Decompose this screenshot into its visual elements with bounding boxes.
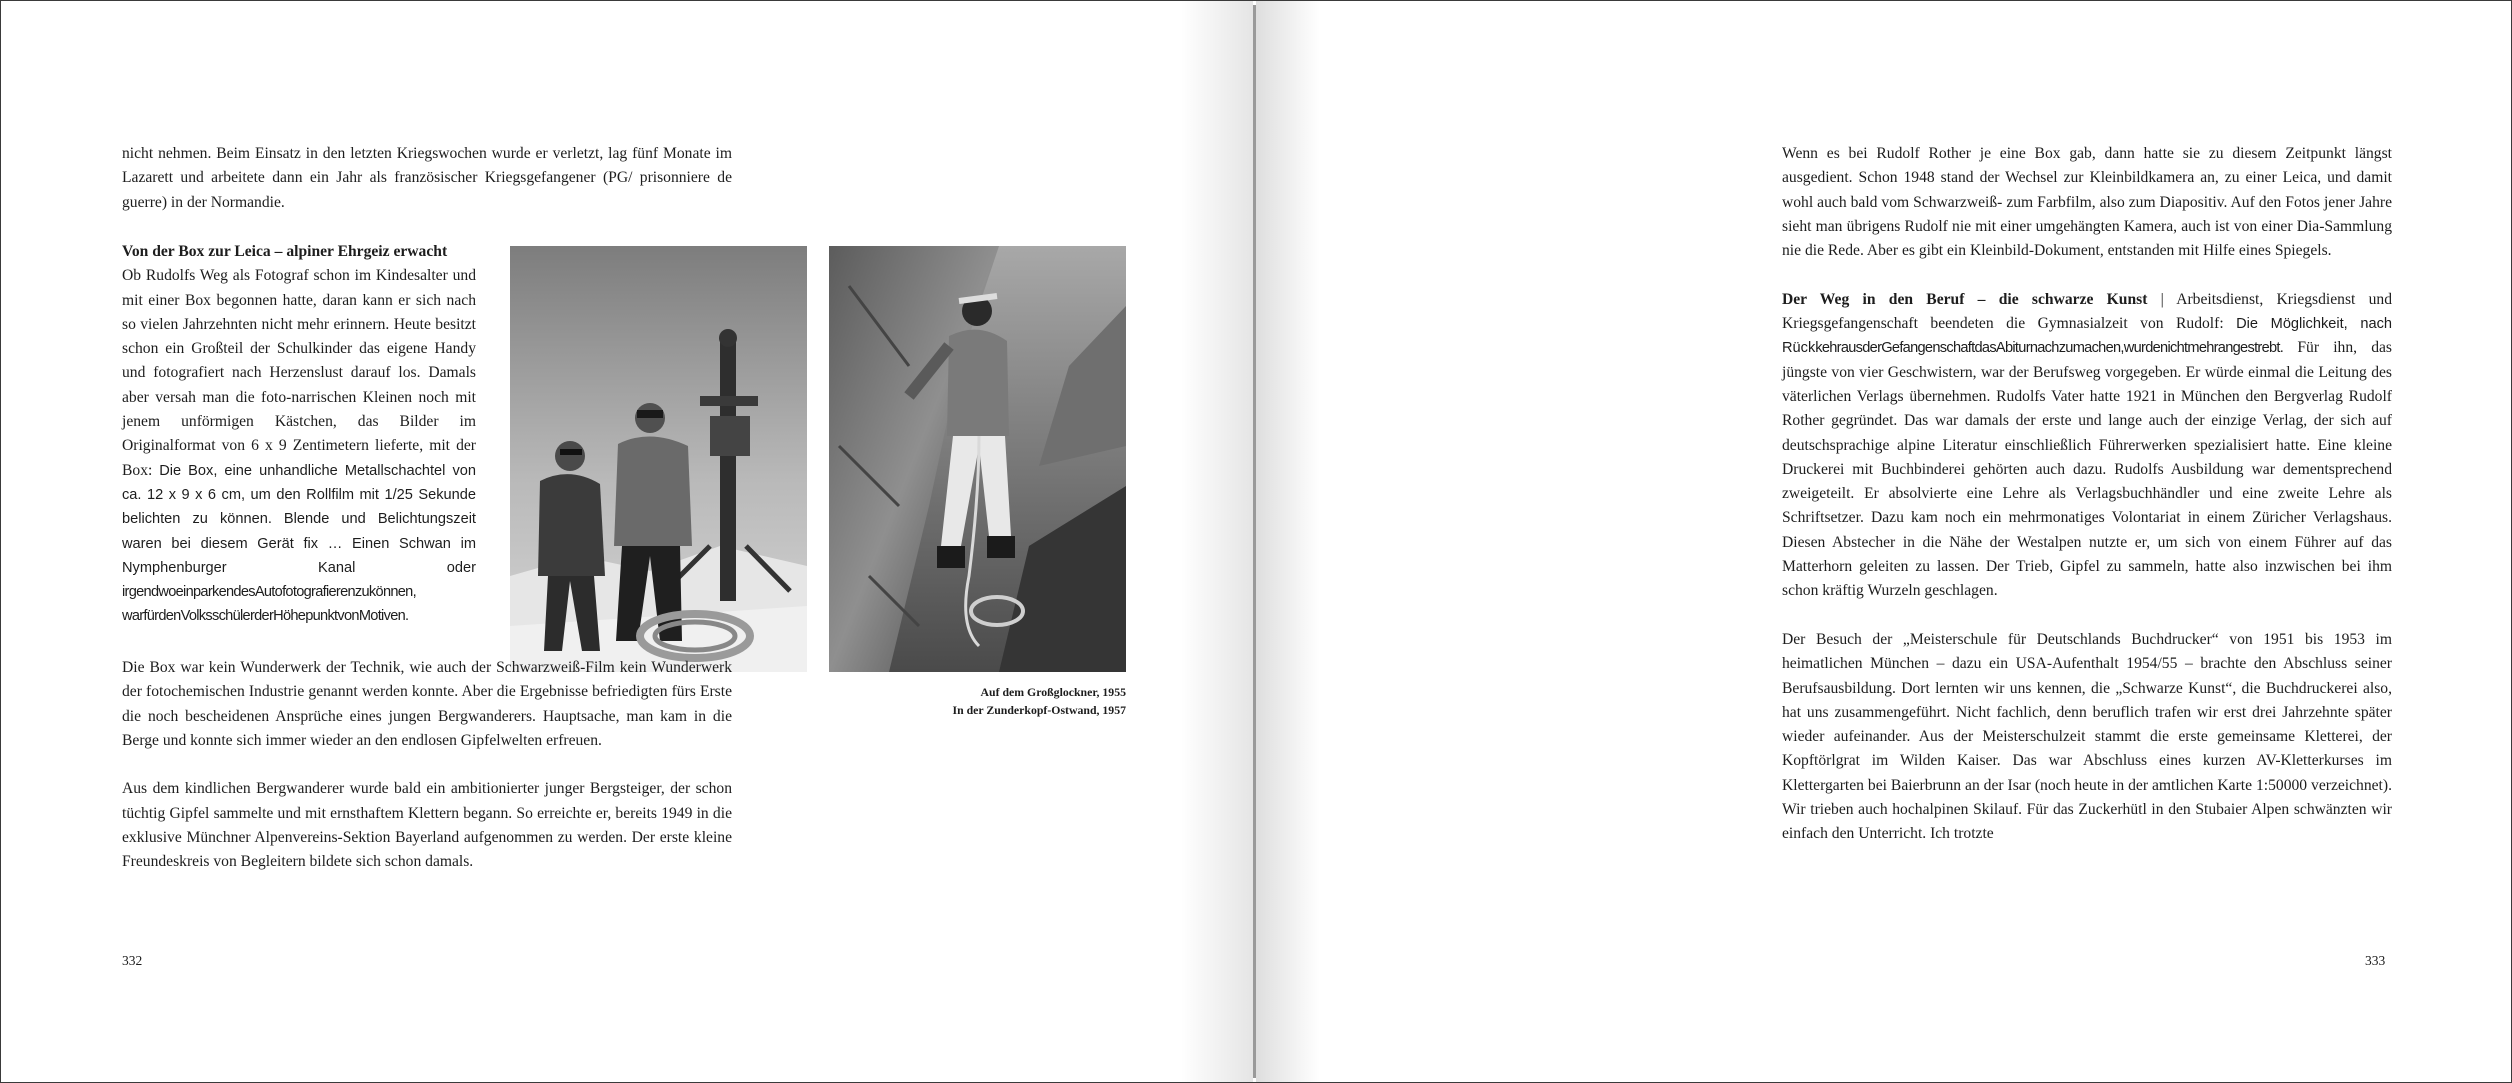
paragraph: Wenn es bei Rudolf Rother je eine Box gab, dann hatte sie zu diesem Zeitpunkt längst ausgedient. Schon 1948 stand der Wechsel zur Kleinbildkamera an, zu einer Leica, und damit wohl auch bald vom Schwarzweiß- zum Farbfilm, also zum Diapositiv. Auf den Fotos jener Jahre sieht man übrigens Rudolf nie mit einer umgehängten Kamera, auch ist von einer Dia-Sammlung nie die Rede. Aber es gibt ein Kleinbild-Dokument, entstanden mit Hilfe eines Spiegels. — [1782, 145, 2392, 260]
section-heading: Von der Box zur Leica – alpiner Ehrgeiz erwacht — [122, 243, 448, 260]
quote-text-tight: irgendwoeinparkendesAutofotografierenzukönnen, warfürdenVolksschülerderHöhepunktvonMotiven. — [122, 584, 416, 625]
section-intro: Arbeitsdienst, Kriegsdienst und Kriegsgefangenschaft beendeten die Gymnasialzeit von Rudolf: — [1782, 290, 2393, 333]
gutter-shadow — [1256, 1, 1320, 1082]
left-intro-text — [122, 142, 732, 215]
photo-zunderkopf — [829, 246, 1126, 672]
section-body: Ob Rudolfs Weg als Fotograf schon im Kindesalter und mit einer Box begonnen hatte, daran kann er sich nach so vielen Jahrzehnten nicht mehr erinnern. Heute besitzt schon ein Großteil der Schulkinder das eigene Handy und fotografiert nach Herzenslust darauf los. Damals aber versah man die foto-narrischen Kleinen noch mit jenem unförmigen Kästchen, das Bilder im Originalformat von 6 x 9 Zentimetern lieferte, mit der Box: — [122, 267, 476, 479]
paragraph: nicht nehmen. Beim Einsatz in den letzten Kriegswochen wurde er verletzt, lag fünf Monate im Lazarett und arbeitete dann ein Jahr als französischer Kriegsgefangener (PG/ prisonniere de guerre) in der Normandie. — [122, 145, 732, 211]
page-number: 333 — [2365, 953, 2386, 968]
caption-line: In der Zunderkopf-Ostwand, 1957 — [952, 702, 1126, 717]
left-bottom-text — [122, 656, 732, 875]
paragraph: Die Box war kein Wunderwerk der Technik, wie auch der Schwarzweiß-Film kein Wunderwerk der fotochemischen Industrie genannt werden konnte. Aber die Ergebnisse befriedigten fürs Erste die noch bescheidenen Ansprüche eines jungen Bergwanderers. Hauptsache, man kam in die Berge und konnte sich immer wieder an den endlosen Gipfelwelten erfreuen. — [122, 659, 732, 749]
right-column-text — [1782, 142, 2392, 847]
climbing-photo-illustration — [829, 246, 1126, 672]
gutter-shadow — [1180, 1, 1253, 1082]
paragraph — [1782, 288, 2392, 604]
page-number: 332 — [122, 953, 143, 968]
photo-caption — [860, 684, 1126, 719]
section-body: Für ihn, das jüngste von vier Geschwistern, war der Berufsweg vorgegeben. Er würde einmal die Leitung des väterlichen Verlags übernehmen. Rudolfs Vater hatte 1921 in München den Bergverlag Rudolf Rother gegründet. Das war damals der erste und lange auch der einzige Verlag, der sich auf deutschsprachige alpine Literatur einschließlich Führerwerken spezialisiert hatte. Eine kleine Druckerei mit Buchbinderei gehörten auch dazu. Rudolfs Ausbildung war dementsprechend zweigeteilt. Er absolvierte eine Lehre als Verlagsbuchhändler und eine zweite Lehre als Schriftsetzer. Dazu kam noch ein mehrmonatiges Volontariat in einem Züricher Verlagshaus. Diesen Abstecher in die Nähe der Westalpen nutzte er, um sich von einem Führer auf das Matterhorn geleiten zu lassen. Der Trieb, Gipfel zu sammeln, hatte also inzwischen bei ihm schon kräftig Wurzeln geschlagen. — [1782, 339, 2392, 600]
quote-text-tight: kehrausderGefangenschaftdasAbiturnachzumachen,wurdenichtmehrangestrebt. — [1815, 340, 2284, 357]
left-section-box-leica — [122, 240, 476, 629]
quote-text: Die Box, eine unhandliche Metallschachtel von ca. 12 x 9 x 6 cm, um den Rollfilm mit 1/25 Sekunde belichten zu können. Blende und Belichtungszeit waren bei diesem Gerät fix … Einen Schwan im Nymphenburger Kanal oder — [122, 462, 476, 576]
heading-separator: | — [2147, 290, 2177, 308]
section-heading: Der Weg in den Beruf – die schwarze Kunst — [1782, 290, 2148, 308]
quote-text: Die Möglichkeit, nach Rück — [1782, 316, 2392, 357]
paragraph — [122, 240, 476, 629]
caption-line: Auf dem Großglockner, 1955 — [980, 685, 1126, 699]
photo-grossglockner — [510, 246, 807, 672]
paragraph: Aus dem kindlichen Bergwanderer wurde bald ein ambitionierter junger Bergsteiger, der schon tüchtig Gipfel sammelte und mit ernsthaftem Klettern begann. So erreichte er, bereits 1949 in die exklusive Münchner Alpenvereins-Sektion Bayerland aufgenommen zu werden. Der erste kleine Freundeskreis von Begleitern bildete sich schon damals. — [122, 780, 732, 871]
paragraph: Der Besuch der „Meisterschule für Deutschlands Buchdrucker“ von 1951 bis 1953 im heimatlichen München – dazu ein USA-Aufenthalt 1954/55 – brachte den Abschluss seiner Berufsausbildung. Dort lernten wir uns kennen, die „Schwarze Kunst“, die Buchdruckerei also, hat uns zusammengeführt. Nicht fachlich, denn beruflich trafen wir erst drei Jahrzehnte später wieder aufeinander. Aus der Meisterschulzeit stammt die erste gemeinsame Kletterei, der Kopftörlgrat im Wilden Kaiser. Das war Abschluss eines kurzen AV-Kletterkurses im Klettergarten bei Baierbrunn an der Isar (noch heute in der amtlichen Karte 1:50000 verzeichnet). Wir trieben auch hochalpinen Skilauf. Für das Zuckerhütl in den Stubaier Alpen schwänzten wir einfach den Unterricht. Ich trotzte — [1782, 630, 2392, 843]
summit-photo-illustration — [510, 246, 807, 672]
